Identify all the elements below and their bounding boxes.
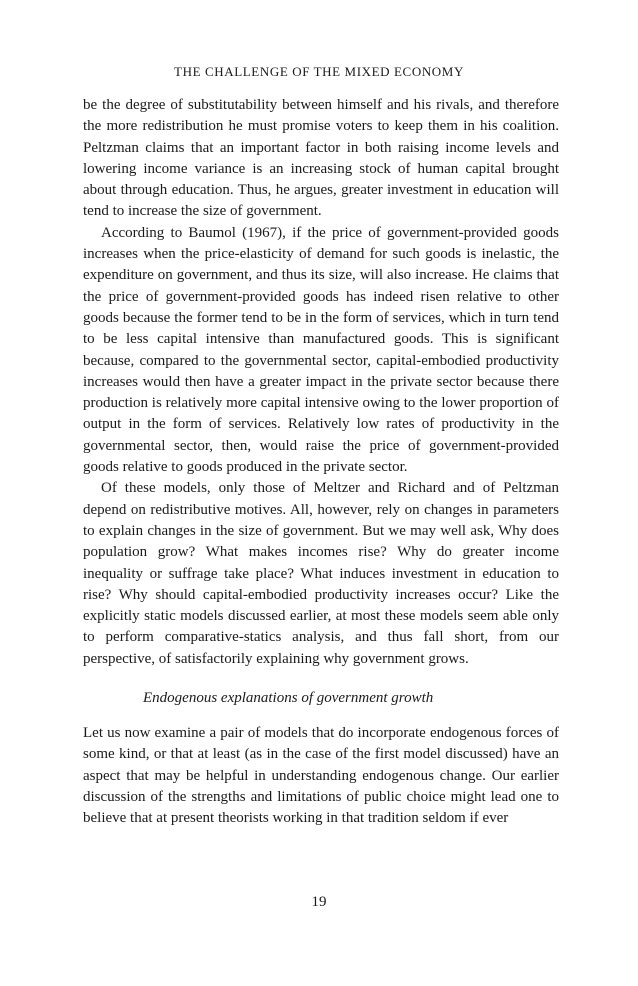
paragraph-endogenous: Let us now examine a pair of models that do incorporate endogenous forces of some kind, or that at least (as in the case of the first model discussed) have an aspect that may be helpful in understanding endogenous change. Our earlier discussion of the strengths and limitations of public choice might lead one to believe that at present theorists working in that tradition seldom if ever bbox=[83, 725, 559, 827]
paragraph-baumol: According to Baumol (1967), if the price of government-provided goods increases when the price-elasticity of demand for such goods is inelastic, the expenditure on government, and thus its size, will also increase. He claims that the price of government-provided goods has indeed risen relative to other goods because the former tend to be in the form of services, which in turn tend to be less capital intensive than manufactured goods. This is significant because, compared to the governmental sector, capital-embodied productivity increases would then have a greater impact in the private sector because there production is relatively more capital intensive owing to the lower proportion of output in the form of services. Relatively low rates of productivity in the governmental sector, then, would raise the price of government-provided goods relative to goods produced in the private sector. bbox=[83, 224, 559, 476]
body-text bbox=[83, 95, 559, 830]
section-heading: Endogenous explanations of government growth bbox=[143, 690, 434, 707]
paragraph-continued: be the degree of substitutability between himself and his rivals, and therefore the more redistribution he must promise voters to keep them in his coalition. Peltzman claims that an important factor in both raising income levels and lowering income variance is an increasing stock of human capital brought about through education. Thus, he argues, greater investment in education will tend to increase the size of government. bbox=[83, 97, 559, 220]
running-header: THE CHALLENGE OF THE MIXED ECONOMY bbox=[174, 64, 464, 79]
paragraph-models-summary: Of these models, only those of Meltzer and Richard and of Peltzman depend on redistributive motives. All, however, rely on changes in parameters to explain changes in the size of government. But we may well ask, Why does population grow? What makes incomes rise? Why do greater income inequality or suffrage take place? What induces investment in education to rise? Why should capital-embodied productivity increases occur? Like the explicitly static models discussed earlier, at most these models seem able only to perform comparative-statics analysis, and thus fall short, from our perspective, of satisfactorily explaining why government grows. bbox=[83, 480, 559, 667]
page-number: 19 bbox=[311, 894, 327, 910]
